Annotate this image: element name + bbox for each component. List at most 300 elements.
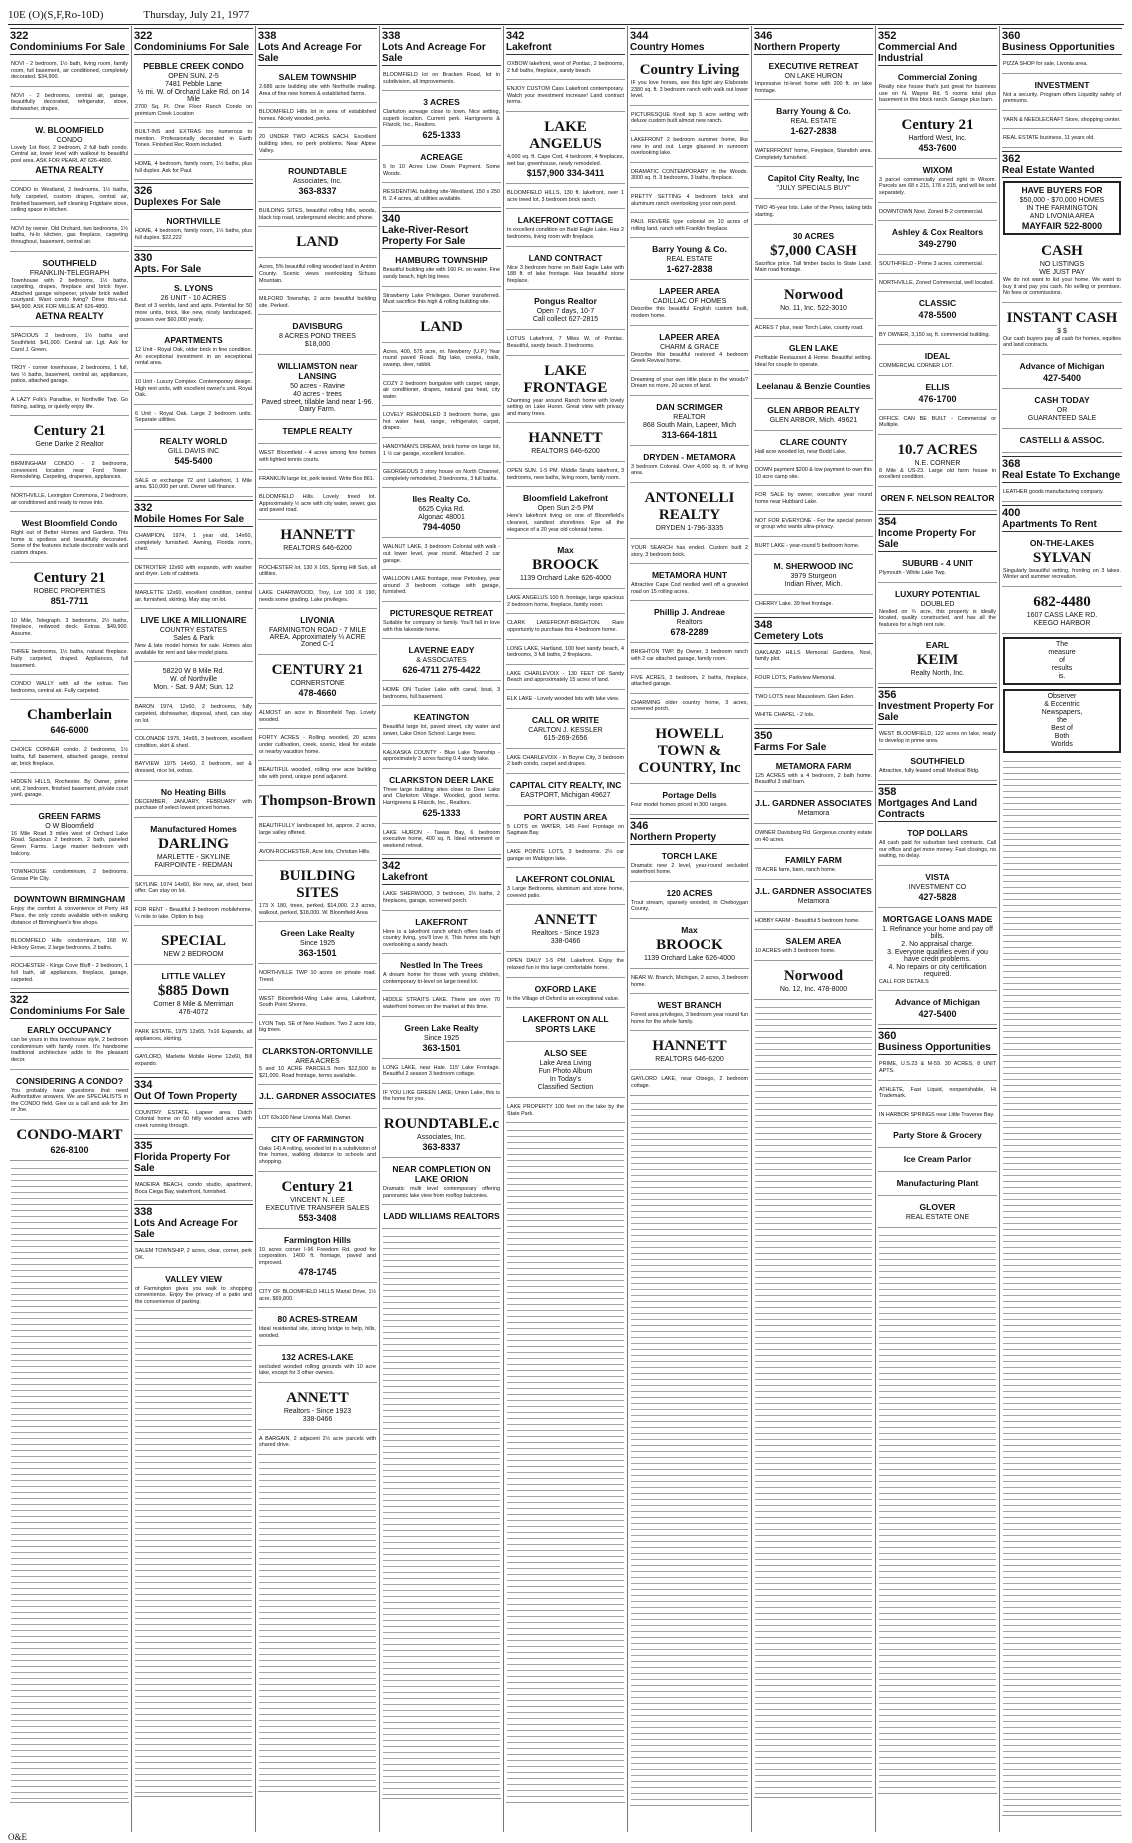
page-masthead xyxy=(8,6,1124,25)
section-number: 346 xyxy=(754,30,773,42)
ad-title: SALEM AREA xyxy=(785,936,842,947)
ad-line: AREA ACRES xyxy=(295,1057,340,1065)
listing-ad xyxy=(258,523,377,559)
section-heading xyxy=(134,1077,253,1104)
listing-ad xyxy=(382,441,501,463)
ad-title: ROUNDTABLE xyxy=(288,166,347,177)
ad-title: M. SHERWOOD INC xyxy=(773,561,854,572)
listing-ad xyxy=(878,1109,997,1125)
fine-print-lines xyxy=(879,1233,996,1791)
ad-body-text: COUNTRY ESTATE, Lapeer area. Dutch Colonial home on 60 hilly wooded acres with creek running through. xyxy=(135,1109,252,1129)
listing-ad xyxy=(258,764,377,786)
listing-ad xyxy=(258,261,377,290)
ad-title: LAKEFRONT ON ALL SPORTS LAKE xyxy=(522,1014,609,1035)
ad-body-text: 3 bedroom Colonial. Over 4,000 sq. ft. of living area. xyxy=(631,463,748,477)
listing-ad xyxy=(134,733,253,755)
section-number: 346 xyxy=(630,819,649,832)
ad-title: DAN SCRIMGER xyxy=(656,401,723,412)
ad-body-text: 3 parcel commercially zoned right in Wixom. Parcels are 68 x 215, 178 x 215, and will be sold separately. xyxy=(879,176,996,196)
ad-title: Commercial Zoning xyxy=(897,72,978,82)
listing-ad xyxy=(134,612,253,662)
ad-line: Corner 8 Mile & Merriman xyxy=(153,1001,234,1009)
ad-title: EXECUTIVE RETREAT xyxy=(768,61,859,71)
ad-body-text: A BARGAIN, 2 adjacent 2½ acre parcels with shared drive. xyxy=(259,1435,376,1449)
ad-display-name: CONDO-MART xyxy=(16,1126,123,1143)
listing-ad xyxy=(630,329,749,371)
listing-ad xyxy=(754,464,873,486)
listing-ad xyxy=(878,490,997,511)
listing-ad xyxy=(1002,114,1122,130)
ad-display-name: ROUNDTABLE.c xyxy=(383,1116,500,1133)
ad-body-text: 2.686 acre building site with Northville mailing. Area of fine new homes & established farms. xyxy=(259,84,376,97)
ad-title: NEAR COMPLETION ON LAKE ORION xyxy=(392,1164,491,1185)
listing-ad xyxy=(382,69,501,91)
ad-body-text: Trout stream, sparsely wooded, in Cheboygan County. xyxy=(631,899,748,913)
ad-display-name: Country Living xyxy=(639,62,740,78)
ad-body-text: Townhouse with 2 bedrooms, 1½ baths, carpeting, drapes, fireplace and brick foyer. Attached garage w/opener, private brick walled courtyard. Want condo living? Drive thru-out. $44,900. ASK FOR MILLIE AT 626-4800. xyxy=(11,277,128,310)
ad-body-text: SALE or exchange 72 unit Lakefront, 1 Mile area. $10,000 per unit. Owner will finance. xyxy=(135,477,252,491)
ad-body-text: FOR RENT - Beautiful 3 bedroom mobilehome, ¼ mile to lake. Option to buy. xyxy=(135,906,252,920)
ad-display-name: $7,000 CASH xyxy=(770,242,857,259)
ad-line: $18,000 xyxy=(304,341,331,349)
listing-ad xyxy=(258,69,377,103)
section-number: 368 xyxy=(1002,457,1021,470)
ad-title: CASH TODAY xyxy=(1034,394,1090,405)
listing-ad xyxy=(1002,58,1122,74)
ad-line: EXECUTIVE TRANSFER SALES xyxy=(265,1204,370,1212)
ad-title: CONSIDERING A CONDO? xyxy=(15,1075,124,1086)
listing-ad xyxy=(506,712,625,749)
section-title: Investment Property For Sale xyxy=(878,701,994,724)
ad-body-text: PAUL REVERE type colonial on 10 acres of rolling land, ranch with Franklin fireplace. xyxy=(631,219,748,232)
ad-title: WILLIAMSTON near LANSING xyxy=(277,361,358,382)
classified-column xyxy=(380,26,504,1832)
ad-body-text: LAKE CHARNWOOD, Troy, Lot 100 X 190, needs some grading. Lake privileges. xyxy=(259,590,376,603)
ad-body-text: GEORGEOUS 3 story house on North Channel, completely remodeled, 3 bedrooms, 3 full baths. xyxy=(383,469,500,482)
section-heading xyxy=(10,28,129,55)
ad-line: REAL ESTATE xyxy=(790,118,837,126)
section-heading xyxy=(382,28,501,66)
ad-title: ACREAGE xyxy=(420,151,463,162)
listing-ad xyxy=(878,113,997,159)
ad-line: KEEGO HARBOR xyxy=(1033,619,1091,627)
ad-phone: 478-5500 xyxy=(918,310,957,321)
ad-body-text: BUILDING SITES, beautiful rolling hills, woods, black top road, underground electric and phone. xyxy=(259,208,376,221)
ad-display-name: $885 Down xyxy=(157,983,230,1000)
listing-ad xyxy=(878,911,997,992)
ad-line: DRYDEN 1-796-3335 xyxy=(655,525,724,533)
ad-body-text: Right out of Better Homes and Gardens. This home is spotless and beautifully decorated. Some of the features include decorator walls and custom drapes. xyxy=(11,530,128,556)
ad-body-text: PRETTY SETTING 4 bedroom brick and aluminum ranch overlooking your own pond. xyxy=(631,193,748,207)
ad-body-text: SOUTHFIELD - Prime 3 acres, commercial. xyxy=(879,261,984,268)
section-heading xyxy=(134,1138,253,1176)
ad-line: 476-4072 xyxy=(178,1009,209,1017)
section-label: 10E (O)(S,F,Ro-10D) xyxy=(8,9,104,21)
ad-body-text: BARON 1974, 12x60, 2 bedrooms, fully carpeted, dishwasher, disposal, shed, can stay on lot. xyxy=(135,704,252,724)
ad-title: INVESTMENT xyxy=(1034,79,1090,90)
section-heading xyxy=(134,500,253,527)
classified-column xyxy=(876,26,1000,1832)
listing-ad xyxy=(754,709,873,725)
ad-title: S. LYONS xyxy=(174,283,213,294)
listing-ad xyxy=(630,216,749,238)
listing-ad xyxy=(134,433,253,472)
ad-title: Advance of Michigan xyxy=(894,997,980,1008)
ad-body-text: PARK ESTATE, 1975 12x65, 7x16 Expando, all appliances, skirting. xyxy=(135,1029,252,1042)
section-heading xyxy=(134,183,253,210)
listing-ad xyxy=(754,598,873,614)
ad-line: Since 1925 xyxy=(299,940,336,948)
listing-ad xyxy=(382,573,501,602)
listing-ad xyxy=(506,668,625,690)
ad-title: GLEN LAKE xyxy=(788,343,839,354)
ad-title: CAPITAL CITY REALTY, INC xyxy=(509,779,622,790)
ad-title: WEST BRANCH xyxy=(657,1000,722,1011)
listing-ad xyxy=(258,587,377,609)
listing-ad xyxy=(630,604,749,643)
ad-body-text: Acres, 5% beautiful rolling wooded land in Antrim County. Scenic views overlooking Schuss Mountain. xyxy=(259,264,376,284)
ad-body-text: Best of 3 worlds, land and apts. Potential for 50 more units, brick, like new, nicely landscaped, grosses over $60,000 yearly. xyxy=(135,303,252,323)
section-number: 322 xyxy=(10,994,29,1007)
ad-body-text: NORTHVILLE, Lexington Commons, 2 bedroom, air conditioned and ready to move into. xyxy=(11,493,128,506)
listing-ad xyxy=(10,223,129,252)
ad-line: 4. No repairs or city certification required. xyxy=(888,963,987,978)
ad-title: METAMORA FARM xyxy=(775,760,852,771)
section-title: Business Opportunities xyxy=(878,1042,991,1054)
fine-print-filler xyxy=(134,1314,253,1797)
section-number: 338 xyxy=(134,1206,153,1219)
ad-body-text: CLARK LAKEFRONT-BRIGHTON. Rare opportunity to purchase this 4 bedroom home. xyxy=(507,620,624,634)
ad-body-text: NOT FOR EVERYONE - For the special person or group who wants ultra-privacy. xyxy=(755,517,872,531)
listing-ad xyxy=(754,402,873,431)
ad-line: Realtors xyxy=(676,619,703,627)
listing-ad xyxy=(10,394,129,416)
ad-body-text: 16 Mile Road 3 miles west of Orchard Lake Road. Spacious 2 bedroom, 2 bath, paneled Green Farms. Large master bedroom with balcony. xyxy=(11,830,128,857)
ad-line: Worlds xyxy=(1051,740,1073,748)
fine-print-lines xyxy=(383,1234,500,1796)
section-number: 360 xyxy=(1002,30,1021,42)
section-title: Duplexes For Sale xyxy=(134,197,221,209)
listing-ad xyxy=(754,434,873,462)
listing-ad xyxy=(382,541,501,570)
ad-line: CADILLAC OF HOMES xyxy=(652,298,727,306)
ad-line: O W Bloomfield xyxy=(45,822,94,830)
ad-body-text: Forest area privileges, 3 bedroom year round fun home for the whole family. xyxy=(631,1012,748,1025)
listing-ad xyxy=(878,206,997,222)
listing-ad xyxy=(134,332,253,373)
listing-ad xyxy=(134,126,253,155)
listing-ad xyxy=(630,567,749,601)
ad-body-text: BIRMINGHAM CONDO - 2 bedrooms, convenient location near Ford Tower. Remodeling. Carpeting, draperies, appliances. xyxy=(11,461,128,481)
listing-ad xyxy=(630,399,749,446)
ad-line: "JULY SPECIALS BUY" xyxy=(776,185,851,193)
section-heading xyxy=(878,514,997,552)
ad-line: $50,000 - $70,000 HOMES xyxy=(1019,196,1105,204)
ad-title: TORCH LAKE xyxy=(661,850,718,861)
fine-print-filler xyxy=(878,1231,997,1794)
section-title: Lake-River-Resort Property For Sale xyxy=(382,225,469,248)
ad-line: Indian River, Mich. xyxy=(784,581,843,589)
ad-display-name: INSTANT CASH xyxy=(1006,309,1118,326)
section-title: Condominiums For Sale xyxy=(10,42,126,53)
ad-body-text: Suitable for company or family. You'll fall in love with this lakeside home. xyxy=(383,620,500,633)
ad-title: LIVONIA xyxy=(300,615,335,626)
ad-title: CLARKSTON-ORTONVILLE xyxy=(262,1045,373,1056)
ad-line: Both xyxy=(1054,732,1070,740)
listing-ad xyxy=(134,758,253,780)
ad-title: LAKEFRONT COLONIAL xyxy=(515,874,616,885)
ad-phone: 553-3408 xyxy=(298,1212,337,1223)
listing-ad xyxy=(10,744,129,773)
listing-ad xyxy=(382,747,501,769)
listing-ad xyxy=(258,1131,377,1172)
ad-title: J.L. GARDNER ASSOCIATES xyxy=(755,798,872,809)
ad-body-text: LAKEFRONT 2 bedroom summer home, like new in and out. Large glassed in sunroom overlooking lake. xyxy=(631,136,748,157)
listing-ad xyxy=(258,491,377,520)
ad-title: LUXURY POTENTIAL xyxy=(894,588,980,599)
ad-body-text: ROCHESTER - Kings Cove Bluff - 2 bedroom, 1 full bath, all appliances, fireplace, garage, carpeted. xyxy=(11,963,128,983)
ad-line: 3. Everyone qualifies even if you have credit problems. xyxy=(887,948,988,963)
listing-ad xyxy=(10,566,129,612)
listing-ad xyxy=(258,846,377,862)
listing-ad xyxy=(506,871,625,905)
listing-ad xyxy=(382,290,501,312)
ad-phone: 363-1501 xyxy=(422,1042,461,1053)
ad-display-name: Norwood xyxy=(783,286,844,303)
ad-title: W. BLOOMFIELD xyxy=(35,124,104,135)
listing-ad xyxy=(10,935,129,957)
listing-ad xyxy=(754,540,873,556)
ad-title: Ice Cream Parlor xyxy=(903,1154,972,1165)
ad-line: OR xyxy=(1056,406,1068,414)
ad-title: OXFORD LAKE xyxy=(534,983,597,994)
section-title: Out Of Town Property xyxy=(134,1090,238,1102)
ad-body-text: DOWN payment $200 & low payment to own this 10 acre camp site. xyxy=(755,467,872,480)
ad-line: Associates, Inc. xyxy=(292,178,343,186)
section-number: 322 xyxy=(134,30,153,42)
ad-title: HAVE BUYERS FOR xyxy=(1021,184,1103,195)
ad-body-text: ROCHESTER lot, 130 X 165, Spring Hill Sub, all utilities. xyxy=(259,564,376,578)
section-title: Real Estate Wanted xyxy=(1002,164,1095,176)
fine-print-lines xyxy=(631,1101,748,1803)
ad-line: NO LISTINGS xyxy=(1039,260,1085,268)
ad-body-text: CITY OF BLOOMFIELD HILLS Marial Drive, 1½ acre, $69,800. xyxy=(259,1289,376,1302)
listing-ad xyxy=(506,490,625,539)
ad-title: Max xyxy=(557,545,574,556)
ad-title: Pongus Realtor xyxy=(534,296,597,307)
ad-body-text: 8 Mile & US-23. Large old farm house in excellent condition. xyxy=(879,467,996,481)
ad-title: LIVE LIKE A MILLIONAIRE xyxy=(140,615,247,626)
listing-ad xyxy=(1002,535,1122,587)
ad-phone: 476-1700 xyxy=(918,393,957,404)
ad-display-name: SYLVAN xyxy=(1032,549,1092,566)
listing-ad xyxy=(630,191,749,213)
listing-ad xyxy=(630,787,749,815)
ad-phone: 625-1333 xyxy=(422,129,461,140)
ad-title: GLOVER xyxy=(919,1202,956,1213)
ad-line: DOUBLED xyxy=(920,600,955,608)
section-title: Northern Property xyxy=(754,42,841,53)
ad-display-name: BUILDING SITES xyxy=(279,868,356,902)
ad-line: Observer xyxy=(1047,692,1077,700)
listing-ad xyxy=(506,955,625,977)
ad-body-text: ATHLETE, Fast Liquid, nonperishable, Hi Trademark. xyxy=(879,1086,996,1100)
ad-title: EARL xyxy=(925,640,950,651)
listing-ad xyxy=(258,358,377,420)
ad-body-text: NEAR W. Branch, Michigan, 2 acres, 3 bedroom home. xyxy=(631,974,748,988)
listing-ad xyxy=(754,515,873,537)
listing-ad xyxy=(382,315,501,343)
ad-body-text: SALEM TOWNSHIP, 2 acres, clear, corner, perk OK. xyxy=(135,1248,252,1262)
listing-ad xyxy=(1002,77,1122,111)
listing-ad xyxy=(258,106,377,128)
ad-body-text: BLOOMFIELD Hills. Lovely treed lot. Approximately ½ acre with city water, sewer, gas and paved road. xyxy=(259,494,376,514)
listing-ad xyxy=(134,821,253,876)
ad-body-text: Describe this beautiful restored 4 bedroom Greek Revival home. xyxy=(631,351,748,365)
listing-ad xyxy=(754,827,873,849)
listing-ad xyxy=(630,374,749,396)
listing-ad xyxy=(10,419,129,455)
listing-ad xyxy=(10,330,129,359)
ad-body-text: BLOOMFIELD Hills lot in area of established homes. Nicely wooded, perks. xyxy=(259,109,376,122)
listing-ad xyxy=(754,883,873,912)
ad-title: ALSO SEE xyxy=(544,1048,587,1059)
ad-line: REALTORS 646-6200 xyxy=(283,544,352,552)
ad-phone: 626-8100 xyxy=(50,1144,89,1155)
ad-body-text: In the Village of Oxford is an exceptional value. xyxy=(507,995,620,1002)
ad-line: 1. Refinance your home and pay off bills. xyxy=(882,925,993,940)
listing-ad xyxy=(258,1386,377,1430)
ad-display-name: SPECIAL xyxy=(160,933,227,950)
ad-title: Ashley & Cox Realtors xyxy=(891,227,984,238)
ad-line: ROBEC PROPERTIES xyxy=(33,587,106,595)
listing-ad xyxy=(382,914,501,955)
ad-body-text: Beautiful large lot, paved street, city water and sewer, Lake Orion School. Large trees. xyxy=(383,724,500,737)
ad-body-text: BEAUTIFUL wooded, rolling one acre building site with pond, unique pond adjacent. xyxy=(259,767,376,780)
ad-line: 50 acres - Ravine xyxy=(290,383,345,391)
ad-title: DOWNTOWN BIRMINGHAM xyxy=(13,894,126,905)
listing-ad xyxy=(134,665,253,698)
ad-body-text: BLOOMFIELD Hills condominium, 168 W. Hickory Grove, 2 large bedrooms, 2 baths. xyxy=(11,938,128,951)
ad-body-text: YARN & NEEDLECRAFT Store, shopping center. xyxy=(1003,116,1121,123)
ad-line: results xyxy=(1051,664,1073,672)
ad-phone: $157,900 334-3411 xyxy=(526,168,605,179)
listing-ad xyxy=(878,277,997,293)
ad-body-text: A dream home for those with young children, contemporary tri-level on large treed lot. xyxy=(383,972,500,985)
ad-body-text: 5 and 10 ACRE PARCELS from $12,500 to $21,000. Road frontage, terms available. xyxy=(259,1065,376,1079)
ad-display-name: CENTURY 21 xyxy=(271,662,364,679)
ad-body-text: LAKE ANGELUS 100 ft. frontage, large spacious 2 bedroom home, fireplace, family room. xyxy=(507,595,624,608)
ad-body-text: LAKE CHARLEVOIX - 130 FEET OF Sandy Beach and approximately 15 acres of land. xyxy=(507,670,624,684)
listing-ad xyxy=(258,1018,377,1040)
section-title: Apts. For Sale xyxy=(134,264,202,276)
ad-line: IN THE FARMINGTON xyxy=(1026,204,1098,212)
ad-line: 3979 Sturgeon xyxy=(790,573,837,581)
ad-line: REALTORS 646-6200 xyxy=(655,1056,724,1064)
ad-title: Max xyxy=(681,924,698,935)
listing-ad xyxy=(258,612,377,655)
listing-ad xyxy=(10,122,129,182)
listing-ad xyxy=(754,322,873,338)
ad-line: Mon. - Sat. 9 AM; Sun. 12 xyxy=(153,684,234,692)
ad-title: GLEN ARBOR REALTY xyxy=(767,404,860,415)
ad-line: Associates, Inc. xyxy=(416,1134,467,1142)
ad-display-name: ANTONELLI REALTY xyxy=(644,490,735,524)
listing-ad xyxy=(878,1199,997,1228)
listing-ad xyxy=(382,827,501,856)
classified-column xyxy=(8,26,132,1832)
listing-ad xyxy=(754,647,873,669)
listing-ad xyxy=(506,115,625,184)
listing-ad xyxy=(878,295,997,326)
listing-ad xyxy=(134,968,253,1023)
ad-title: 3 ACRES xyxy=(423,97,460,108)
ad-title: OREN F. NELSON REALTOR xyxy=(880,492,995,503)
section-heading xyxy=(134,250,253,277)
section-title: Mortgages And Land Contracts xyxy=(878,798,978,821)
ad-body-text: Attractive Cape Cod nestled well off a graveled road on 15 rolling acres. xyxy=(631,582,748,595)
listing-ad xyxy=(258,473,377,489)
section-title: Mobile Homes For Sale xyxy=(134,514,245,526)
ad-line: CONDO xyxy=(56,136,83,144)
listing-ad xyxy=(134,1051,253,1073)
boxed-ad xyxy=(1003,181,1121,235)
ad-line: W. of Northville xyxy=(169,676,218,684)
listing-ad xyxy=(258,131,377,160)
listing-ad xyxy=(10,458,129,487)
ad-display-name: KEIM xyxy=(916,652,959,669)
ad-body-text: SKYLINE 1974 14x60, like new, air, shed, best offer. Can stay on lot. xyxy=(135,881,252,895)
section-number: 344 xyxy=(630,30,649,42)
ad-body-text: Strawberry Lake Privileges. Owner transferred. Must sacrifice this high & rolling building site. xyxy=(383,292,500,306)
listing-ad xyxy=(630,449,749,483)
listing-ad xyxy=(506,908,625,952)
ad-body-text: Attractive, fully leased small Medical Bldg. xyxy=(879,768,980,775)
listing-ad xyxy=(630,58,749,106)
listing-ad xyxy=(258,163,377,202)
listing-ad xyxy=(754,145,873,167)
section-number: 400 xyxy=(1002,506,1021,519)
listing-ad xyxy=(10,1123,129,1161)
section-title: Real Estate To Exchange xyxy=(1002,469,1121,481)
fine-print-filler xyxy=(382,1232,501,1799)
listing-ad xyxy=(754,758,873,792)
ad-line: & Eccentric xyxy=(1044,700,1080,708)
fine-print-filler xyxy=(506,1126,625,1803)
section-number: 334 xyxy=(134,1078,153,1091)
ad-line: 868 South Main, Lapeer, Mich xyxy=(642,421,736,429)
listing-ad xyxy=(630,722,749,784)
classified-column xyxy=(752,26,876,1832)
listing-ad xyxy=(630,848,749,882)
listing-ad xyxy=(878,224,997,255)
ad-body-text: NOVI - 2 bedrooms, central air, garage, beautifully decorated, refrigerator, stove, dishwasher, drapes. xyxy=(11,92,128,112)
listing-ad xyxy=(10,646,129,675)
ad-body-text: Here is a lakefront ranch which offers loads of country living, you'll love it. This home sits high overlooking a sandy beach. xyxy=(383,928,500,948)
ad-body-text: LAKE HURON - Tawas Bay, 6 bedroom executive home, 400 sq. ft. Ideal retirement or weekend retreat. xyxy=(383,829,500,849)
ad-phone: 794-4050 xyxy=(422,522,461,533)
listing-ad xyxy=(382,1112,501,1158)
section-title: Cemetery Lots xyxy=(754,630,824,642)
section-title: Lakefront xyxy=(382,872,428,884)
ad-title: LADD WILLIAMS REALTORS xyxy=(383,1211,500,1222)
section-heading xyxy=(134,1204,253,1242)
ad-line: Open 7 days, 10-7 xyxy=(536,308,595,316)
ad-body-text: OXBOW lakefront, west of Pontiac, 2 bedrooms, 2 full baths, fireplace, sandy beach. xyxy=(507,61,624,74)
listing-ad xyxy=(630,134,749,163)
ad-display-name: Century 21 xyxy=(33,569,106,586)
ad-line: ½ mi. W. of Orchard Lake Rd. on 14 Mile xyxy=(137,89,250,103)
